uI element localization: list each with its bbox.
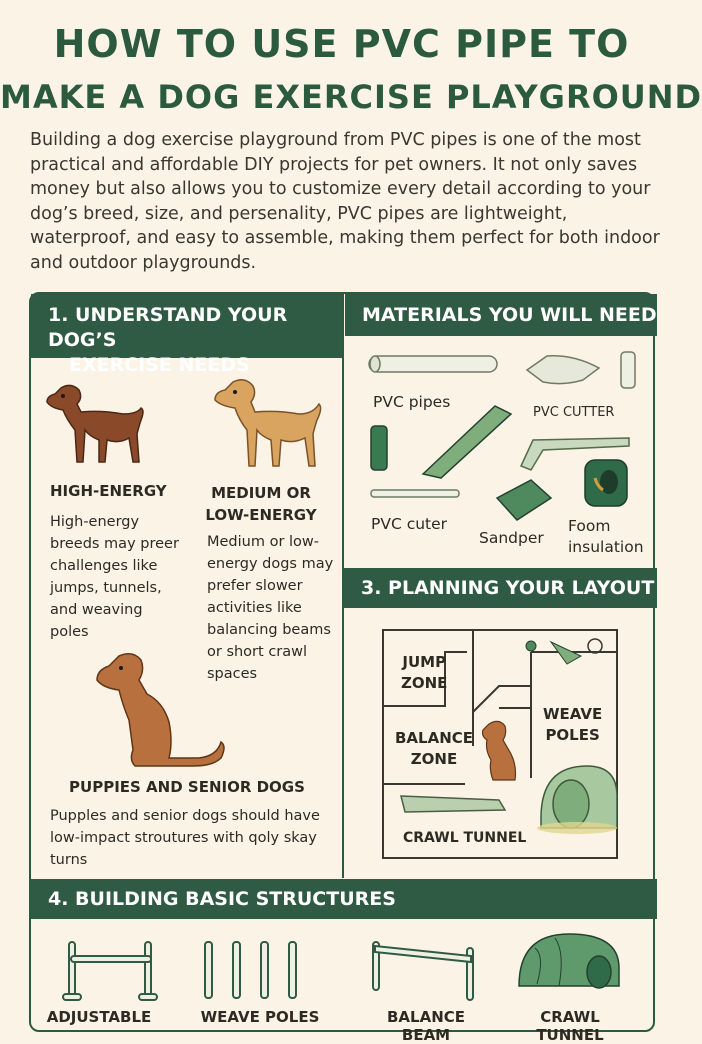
page-title-line2: MAKE A DOG EXERCISE PLAYGROUND <box>0 78 702 116</box>
weave-poles-icon <box>199 934 319 1004</box>
adjustable-jump-icon <box>61 934 161 1004</box>
weave-poles-label <box>543 704 602 746</box>
foam-insulation-label <box>568 516 644 558</box>
crawl-tunnel-label: CRAWL TUNNEL <box>403 830 527 846</box>
medium-energy-label-line2: LOW-ENERGY <box>205 506 317 524</box>
jump-zone-label <box>401 652 447 694</box>
weave-poles-line1: WEAVE <box>543 705 603 723</box>
puppies-text: Pupples and senior dogs should have low-impact stroutures with qoly skay turns <box>50 808 320 868</box>
intro-paragraph: Building a dog exercise playground from PVC pipes is one of the most practical and affordable DIY projects for pet owners. It not only saves money but also allows you to customize every detail according to your dog’s breed, size, and persenality, PVC pipes are lightweight, waterproof, and easy to assemble, making them perfect for both indoor and outdoor playgrounds. <box>30 130 660 273</box>
page-title-line1: HOW TO USE PVC PIPE TO <box>53 22 630 66</box>
section1-title-line1: 1. UNDERSTAND YOUR DOG’S <box>48 304 288 351</box>
medium-energy-label <box>191 482 331 526</box>
jump-zone-line1: JUMP <box>402 653 447 671</box>
balance-zone-line1: BALANCE <box>395 729 474 747</box>
medium-energy-text: Medium or low-energy dogs may prefer slower activities like balancing beams or short crawl spaces <box>207 534 334 682</box>
puppies-label: PUPPIES AND SENIOR DOGS <box>69 778 305 796</box>
weave-poles-line2: POLES <box>545 726 600 744</box>
sandpaper-label: Sandper <box>479 529 544 547</box>
balance-zone-line2: ZONE <box>410 750 458 768</box>
dog-high-energy-icon <box>41 380 151 474</box>
sandpaper-icon <box>493 476 555 526</box>
layout-title: 3. PLANNING YOUR LAYOUT <box>361 577 655 599</box>
pvc-cuter-label: PVC cuter <box>371 515 448 533</box>
balance-zone-label <box>395 728 473 770</box>
pvc-cutter-label: PVC CUTTER <box>533 405 615 420</box>
dog-medium-energy-icon <box>209 374 329 474</box>
pvc-pipes-label: PVC pipes <box>373 393 451 411</box>
layout-header <box>344 568 657 608</box>
building-header <box>31 879 657 919</box>
pvc-pipe-icon <box>365 352 501 378</box>
crawl-tunnel-icon <box>515 928 625 998</box>
high-energy-text: High-energy breeds may preer challenges like jumps, tunnels, and weaving poles <box>50 514 179 640</box>
foam-insulation-icon <box>581 454 631 510</box>
materials-title: MATERIALS YOU WILL NEED <box>362 304 657 326</box>
crawl-tunnel-structure-label: CRAWL TUNNEL <box>536 1008 604 1044</box>
medium-energy-label-line1: MEDIUM OR <box>211 484 311 502</box>
section1-header <box>31 294 343 376</box>
materials-header <box>345 294 657 336</box>
content-panel <box>29 292 657 1044</box>
jump-zone-line2: ZONE <box>401 674 448 692</box>
high-energy-label: HIGH-ENERGY <box>50 482 167 500</box>
balance-beam-label: BALANCE BEAM <box>386 1008 466 1044</box>
section1-title-line2: EXERCISE NEEDS <box>69 354 250 376</box>
weave-poles-structure-label: WEAVE POLES <box>200 1008 320 1026</box>
pvc-cutter-icon <box>523 348 641 396</box>
adjustable-label: ADJUSTABLE <box>46 1008 152 1026</box>
balance-beam-icon <box>367 934 487 1004</box>
foam-label-line1: Foom <box>568 517 611 535</box>
building-title: 4. BUILDING BASIC STRUCTURES <box>48 888 396 910</box>
foam-label-line2: insulation <box>568 538 644 556</box>
